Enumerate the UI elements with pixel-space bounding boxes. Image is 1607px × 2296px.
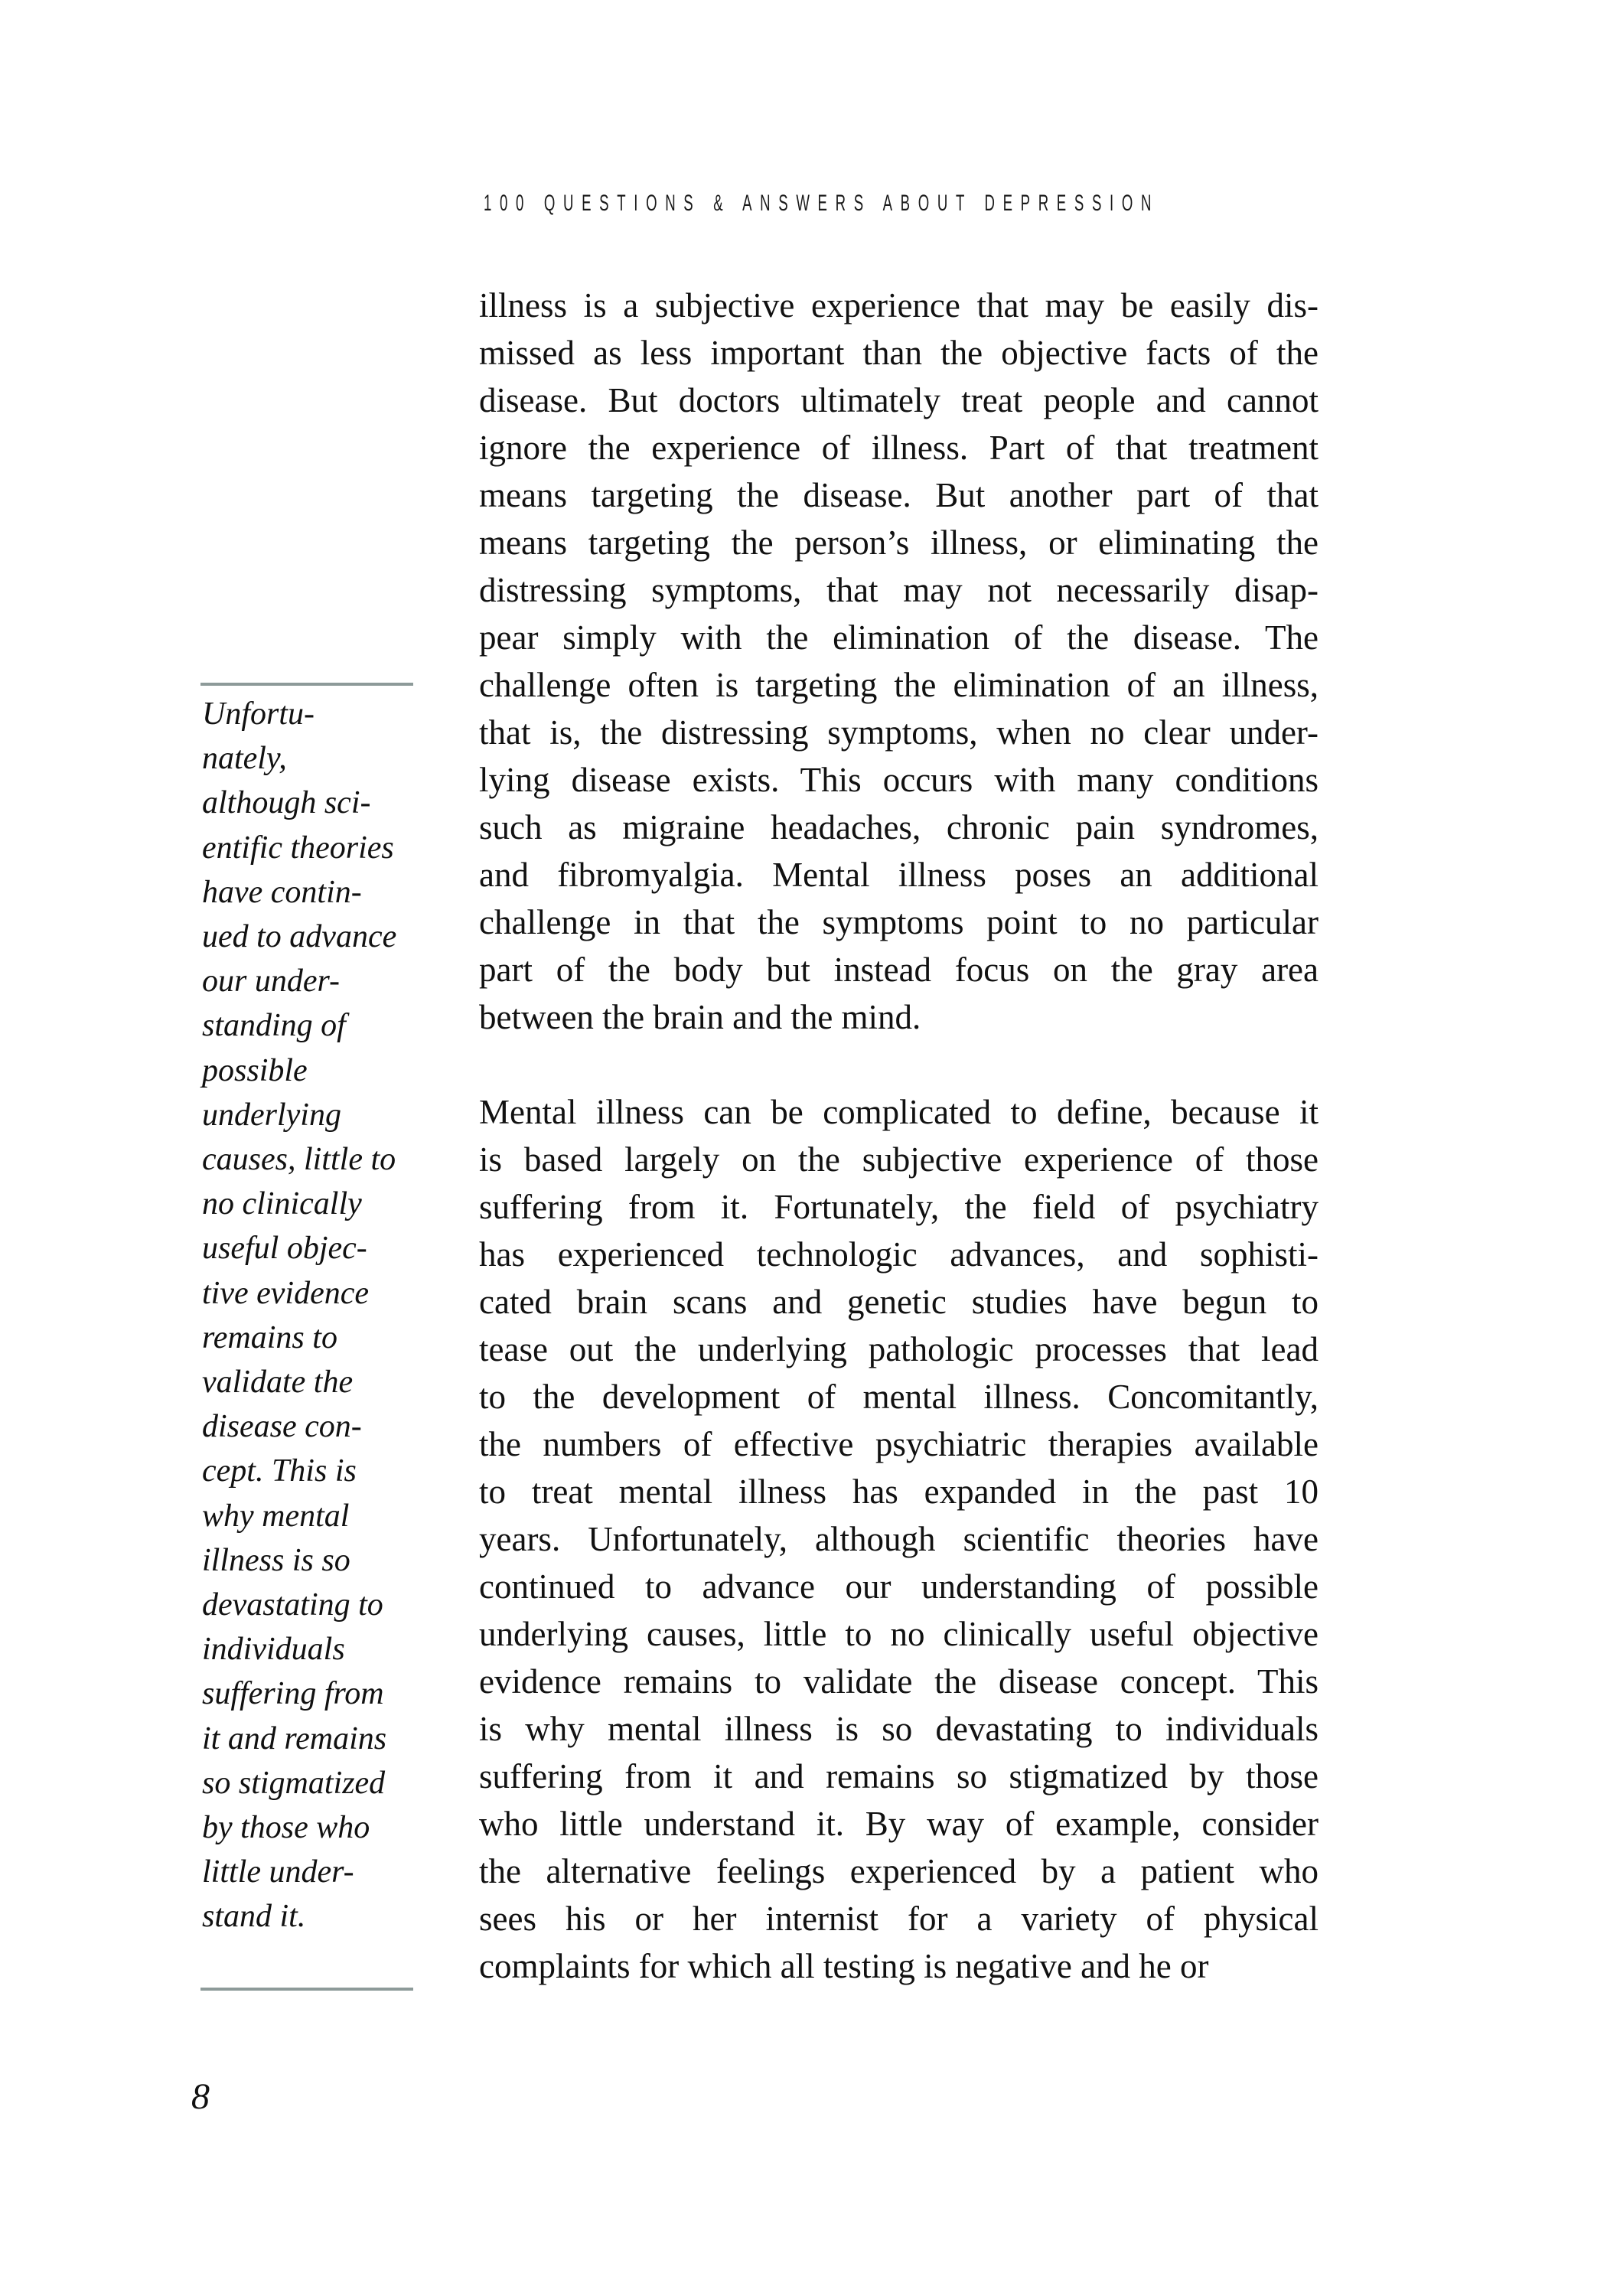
body-line: that is, the distressing symptoms, when no clear under- [479,713,1319,752]
body-line: years. Unfortunately, although scientific theories have [479,1520,1319,1558]
body-line: cated brain scans and genetic studies have begun to [479,1283,1319,1321]
pull-quote-line: individuals [202,1632,345,1668]
pull-quote-line: suffering from [202,1676,384,1712]
pull-quote-top-rule [200,683,413,686]
body-line: lying disease exists. This occurs with many conditions [479,761,1319,799]
pull-quote-line: little under- [202,1854,354,1890]
body-line: challenge often is targeting the elimination of an illness, [479,666,1319,704]
body-line: suffering from it and remains so stigmatized by those [479,1757,1319,1795]
body-line: who little understand it. By way of example, consider [479,1805,1319,1843]
body-line: evidence remains to validate the disease concept. This [479,1662,1319,1701]
pull-quote-line: disease con- [202,1409,362,1445]
pull-quote-line: tive evidence [202,1275,369,1311]
pull-quote-line: so stigmatized [202,1765,386,1801]
pull-quote-line: by those who [202,1810,370,1845]
pull-quote-line: stand it. [202,1899,306,1935]
margin-pull-quote [200,683,413,1993]
body-line: has experienced technologic advances, and sophisti- [479,1235,1319,1274]
body-line: complaints for which all testing is negative and he or [479,1947,1209,1985]
body-line: sees his or her internist for a variety of physical [479,1900,1319,1938]
pull-quote-line: although sci- [202,785,371,821]
pull-quote-line: devastating to [202,1587,383,1623]
pull-quote-line: have contin- [202,874,362,910]
body-line: tease out the underlying pathologic processes that lead [479,1330,1319,1368]
body-line: such as migraine headaches, chronic pain syndromes, [479,808,1319,846]
pull-quote-bottom-rule [200,1988,413,1991]
pull-quote-line: why mental [202,1498,350,1534]
pull-quote-line: cept. This is [202,1453,357,1489]
body-line: distressing symptoms, that may not necessarily disap- [479,571,1319,609]
pull-quote-line: illness is so [202,1542,350,1578]
body-line: to the development of mental illness. Concomitantly, [479,1378,1319,1416]
body-line: Mental illness can be complicated to define, because it [479,1093,1319,1131]
body-line: between the brain and the mind. [479,998,921,1036]
body-line: part of the body but instead focus on the gray area [479,951,1319,989]
body-line: is why mental illness is so devastating to individuals [479,1710,1319,1748]
pull-quote-line: entific theories [202,830,394,866]
pull-quote-line: nately, [202,741,287,777]
running-head: 100 QUESTIONS & ANSWERS ABOUT DEPRESSION [484,191,1160,216]
body-line: to treat mental illness has expanded in the past 10 [479,1473,1319,1511]
body-line: and fibromyalgia. Mental illness poses an additional [479,856,1319,894]
body-line: continued to advance our understanding of possible [479,1567,1319,1606]
body-line: pear simply with the elimination of the disease. The [479,618,1319,657]
body-line: is based largely on the subjective experience of those [479,1140,1319,1179]
pull-quote-line: validate the [202,1365,354,1400]
pull-quote-line: useful objec- [202,1231,367,1267]
pull-quote-line: underlying [202,1097,341,1133]
body-line: the numbers of effective psychiatric therapies available [479,1425,1319,1463]
pull-quote-line: it and remains [202,1720,387,1756]
pull-quote-line: ued to advance [202,919,397,954]
body-line: suffering from it. Fortunately, the field of psychiatry [479,1188,1319,1226]
pull-quote-line: remains to [202,1319,337,1355]
pull-quote-line: Unfortu- [202,696,315,732]
pull-quote-line: our under- [202,964,340,1000]
body-line: illness is a subjective experience that may be easily dis- [479,286,1319,325]
body-line: the alternative feelings experienced by a patient who [479,1852,1319,1890]
body-line: missed as less important than the objective facts of the [479,334,1319,372]
body-line: challenge in that the symptoms point to no particular [479,903,1319,941]
pull-quote-line: possible [202,1052,308,1088]
body-line: means targeting the disease. But another part of that [479,476,1319,514]
page-number: 8 [191,2076,210,2117]
body-line: underlying causes, little to no clinically useful objective [479,1615,1319,1653]
pull-quote-line: causes, little to [202,1142,396,1177]
body-line: means targeting the person’s illness, or eliminating the [479,523,1319,562]
body-line: ignore the experience of illness. Part of that treatment [479,429,1319,467]
pull-quote-line: no clinically [202,1186,362,1222]
body-line: disease. But doctors ultimately treat people and cannot [479,381,1319,419]
pull-quote-line: standing of [202,1008,346,1044]
